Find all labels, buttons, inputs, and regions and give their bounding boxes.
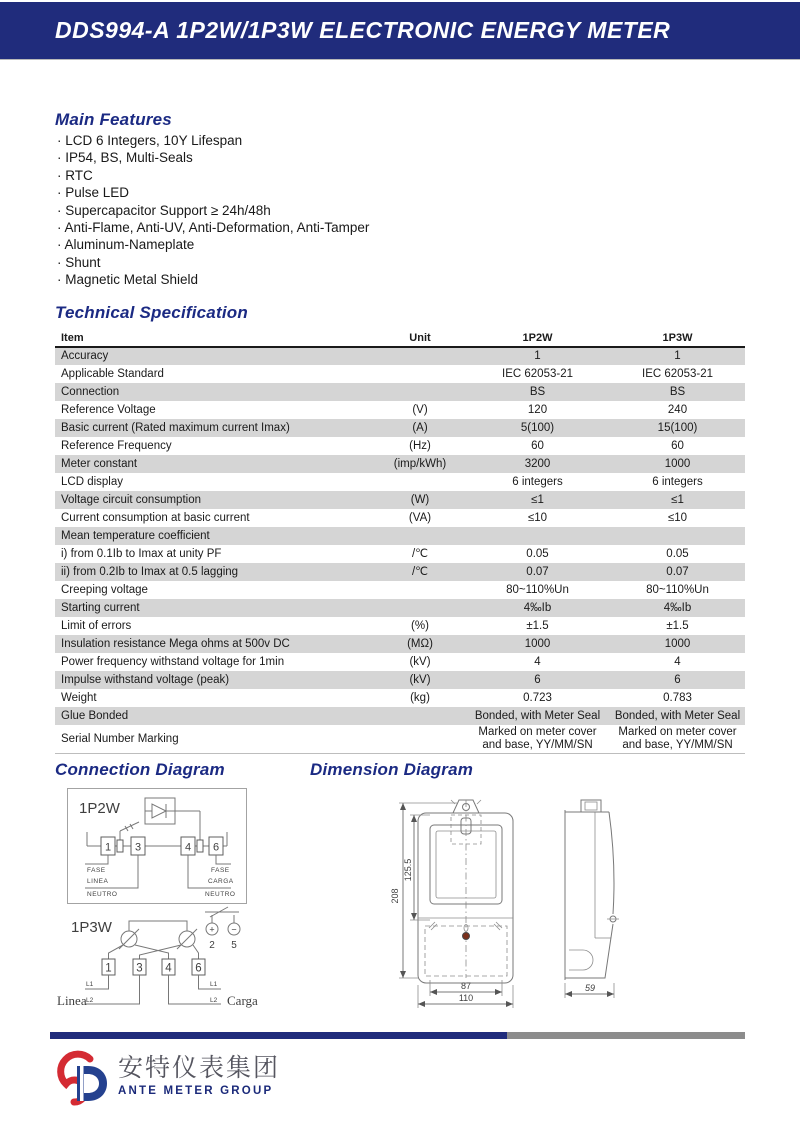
cell-item: Current consumption at basic current [61,511,250,524]
cell-p2w: ±1.5 [526,619,549,632]
meter-side-view [565,800,619,980]
terminal-4: 4 [165,962,172,975]
p3w-label: 1P3W [71,919,112,936]
cell-p2w: 80~110%Un [506,583,569,596]
cell-item: Impulse withstand voltage (peak) [55,671,375,689]
terminal-1: 1 [105,962,112,975]
cell-unit [375,725,465,754]
label-linea: LINEA [87,878,109,885]
connection-diagram-1p3w [55,903,290,1021]
company-name-chinese: 安特仪表集团 [118,1055,281,1082]
table-row [55,527,745,545]
cell-item: Insulation resistance Mega ohms at 500v DC [55,635,375,653]
fase-out-wire [216,855,231,864]
cell-p2w [465,527,610,545]
cell-unit: (kg) [410,691,430,704]
cell-item: Weight [61,691,97,704]
table-row [55,725,745,754]
feature-item: · Pulse LED [57,184,369,201]
table-row [55,473,745,491]
dim-depth: 59 [584,983,596,993]
table-row [55,635,745,653]
cell-item: i) from 0.1Ib to Imax at unity PF [61,547,222,560]
feature-item: · Magnetic Metal Shield [57,271,369,288]
table-row [55,347,745,365]
cell-item: Serial Number Marking [61,732,179,745]
table-row [55,563,745,581]
aux-terminal-5: 5 [231,940,237,951]
label-fase-left: FASE [87,867,106,874]
table-row [55,383,745,401]
cell-item: Voltage circuit consumption [55,491,375,509]
meter-front-view [418,800,513,983]
table-row [55,617,745,635]
label-linea: Linea [57,993,87,1008]
dim-window-height: 125.5 [403,858,413,882]
terminal-1: 1 [104,841,112,854]
aux-switch-icon [205,907,240,951]
cell-p3w [610,527,745,545]
cell-item: Power frequency withstand voltage for 1min [61,655,285,668]
feature-item: · LCD 6 Integers, 10Y Lifespan [57,132,369,149]
features-list [57,132,369,289]
cell-p2w: 1 [465,347,610,365]
cell-p3w: 15(100) [610,419,745,437]
terminal-boxes [102,959,205,975]
cell-item: Limit of errors [61,619,132,632]
cell-item: Reference Voltage [61,403,156,416]
cell-p2w: 6 integers [512,475,563,488]
cell-p2w: 1000 [465,635,610,653]
aux-terminal-2: 2 [209,940,215,951]
label-carga: Carga [227,993,258,1008]
dim-overall-width: 110 [458,993,474,1003]
cell-p2w: Bonded, with Meter Seal [465,707,610,725]
table-row [55,491,745,509]
cell-p3w: 4 [674,655,681,668]
cell-unit [375,581,465,599]
feature-item: · IP54, BS, Multi-Seals [57,149,369,166]
cell-p2w: BS [465,383,610,401]
p2w-label: 1P2W [79,800,120,817]
table-row [55,653,745,671]
cell-item: Glue Bonded [55,707,375,725]
top-loop-wire [129,921,187,931]
p3w-wire-labels [57,981,258,1008]
aux-plus-sign: + [209,924,215,935]
terminal-6: 6 [195,962,202,975]
connection-diagram-1p2w [67,788,247,904]
p2w-wire-labels [87,867,235,898]
cell-unit: (VA) [408,511,432,524]
coil2-to-t6 [193,945,199,959]
cell-item: Creeping voltage [61,583,148,596]
cell-unit: (W) [375,491,465,509]
cell-p2w: ≤10 [527,511,548,524]
label-carga: CARGA [208,878,234,885]
cell-p2w: IEC 62053-21 [502,367,573,380]
label-l2-left: L2 [86,997,94,1004]
cell-unit [375,527,465,545]
table-row [55,437,745,455]
fase-in-wire [85,855,108,864]
cell-p2w: 0.07 [465,563,610,581]
dim-overall-height: 208 [390,888,400,904]
cell-unit [375,365,465,383]
cell-p2w: 120 [527,403,548,416]
cell-item: Basic current (Rated maximum current Imax) [55,419,375,437]
cell-unit: (kV) [375,671,465,689]
aux-minus-sign: − [231,924,237,935]
spec-table-body [55,347,745,754]
table-row [55,581,745,599]
table-row [55,365,745,383]
cell-p3w: 60 [671,439,684,452]
current-coil-icons [119,929,197,949]
dimension-lines-front [390,803,513,1008]
cell-item: ii) from 0.2Ib to Imax at 0.5 lagging [55,563,375,581]
cell-item: Connection [55,383,375,401]
spec-table [55,330,745,754]
cell-unit: (%) [411,619,429,632]
technical-specification-heading: Technical Specification [55,303,248,322]
cell-unit: (Hz) [409,439,431,452]
switch-icon [120,811,200,840]
cell-p3w: 240 [667,403,688,416]
feature-item: · Supercapacitor Support ≥ 24h/48h [57,202,369,219]
cell-unit [375,383,465,401]
dim-window-width: 87 [460,981,472,991]
cell-unit [375,599,465,617]
cell-p2w: 4 [534,655,541,668]
cell-unit: /℃ [375,563,465,581]
cell-item: Reference Frequency [61,439,172,452]
cell-p3w: BS [610,383,745,401]
title-banner [0,2,800,60]
label-fase-right: FASE [211,867,230,874]
cell-p3w: Bonded, with Meter Seal [610,707,745,725]
feature-item: · Aluminum-Nameplate [57,236,369,253]
cell-p3w: ≤10 [667,511,688,524]
terminal-3: 3 [134,841,142,854]
footer-bar-gray [507,1032,745,1039]
cell-p3w: Marked on meter cover and base, YY/MM/SN [618,726,737,751]
cell-p2w: 6 [465,671,610,689]
terminal-6: 6 [212,841,220,854]
table-row [55,401,745,419]
table-row [55,455,745,473]
cell-p3w: 0.783 [663,691,692,704]
cell-unit: (kV) [409,655,431,668]
cell-unit [375,707,465,725]
terminal-3: 3 [136,962,143,975]
main-features-heading: Main Features [55,110,172,129]
cell-p3w: 4‰Ib [610,599,745,617]
table-row [55,599,745,617]
cell-unit: (V) [412,403,428,416]
cell-p3w: 1000 [610,455,745,473]
company-logo-icon [44,1044,114,1114]
feature-item: · Shunt [57,254,369,271]
cell-item: Applicable Standard [61,367,164,380]
cell-unit: (MΩ) [375,635,465,653]
feature-item: · RTC [57,167,369,184]
cell-item: Accuracy [55,347,375,365]
meter-element-icon [145,798,175,824]
dimension-diagram-heading: Dimension Diagram [310,760,474,779]
cell-unit: (imp/kWh) [375,455,465,473]
label-l2-right: L2 [210,997,218,1004]
cell-p2w: 3200 [465,455,610,473]
spec-table-header-row [55,330,745,347]
footer-bar-navy [50,1032,507,1039]
cell-p2w: 0.05 [526,547,549,560]
dimension-lines-side [565,983,614,998]
label-neutro-left: NEUTRO [87,891,118,898]
cell-p2w: 5(100) [465,419,610,437]
dimension-diagram [385,788,655,1020]
connection-diagram-heading: Connection Diagram [55,760,225,779]
company-block [118,1056,280,1097]
cell-p3w: 1000 [610,635,745,653]
col-header-unit: Unit [375,330,465,347]
table-row [55,545,745,563]
cell-item: Meter constant [55,455,375,473]
footer-divider-bar [50,1032,745,1039]
cell-p2w: 60 [531,439,544,452]
cell-p3w: ≤1 [610,491,745,509]
cell-p2w: 0.723 [523,691,552,704]
cell-unit: (A) [375,419,465,437]
cell-p2w: ≤1 [465,491,610,509]
table-row [55,419,745,437]
col-header-item: Item [55,330,375,347]
label-l1-left: L1 [86,981,94,988]
cell-p3w: 1 [610,347,745,365]
feature-item: · Anti-Flame, Anti-UV, Anti-Deformation, Anti-Tamper [57,219,369,236]
table-row [55,689,745,707]
cell-unit [375,347,465,365]
table-row [55,671,745,689]
cell-item: Starting current [55,599,375,617]
terminal-4: 4 [184,841,192,854]
label-l1-right: L1 [210,981,218,988]
cell-p3w: ±1.5 [666,619,689,632]
cell-p3w: IEC 62053-21 [642,367,713,380]
table-row [55,509,745,527]
seal-screw [463,933,470,940]
label-neutro-right: NEUTRO [205,891,236,898]
cell-p2w: 4‰Ib [465,599,610,617]
cell-p3w: 80~110%Un [646,583,709,596]
col-header-1p3w: 1P3W [610,330,745,347]
cell-p3w: 6 [610,671,745,689]
cell-unit [375,473,465,491]
company-name-english: ANTE METER GROUP [118,1085,274,1097]
cell-p3w: 6 integers [652,475,703,488]
cell-p2w: Marked on meter cover and base, YY/MM/SN [478,726,597,751]
cell-item: Mean temperature coefficient [55,527,375,545]
table-row [55,707,745,725]
cell-p3w: 0.05 [666,547,689,560]
col-header-1p2w: 1P2W [465,330,610,347]
page-title: DDS994-A 1P2W/1P3W ELECTRONIC ENERGY METER [55,17,671,43]
cell-unit: /℃ [411,547,429,560]
cell-p3w: 0.07 [610,563,745,581]
cell-item: LCD display [61,475,123,488]
